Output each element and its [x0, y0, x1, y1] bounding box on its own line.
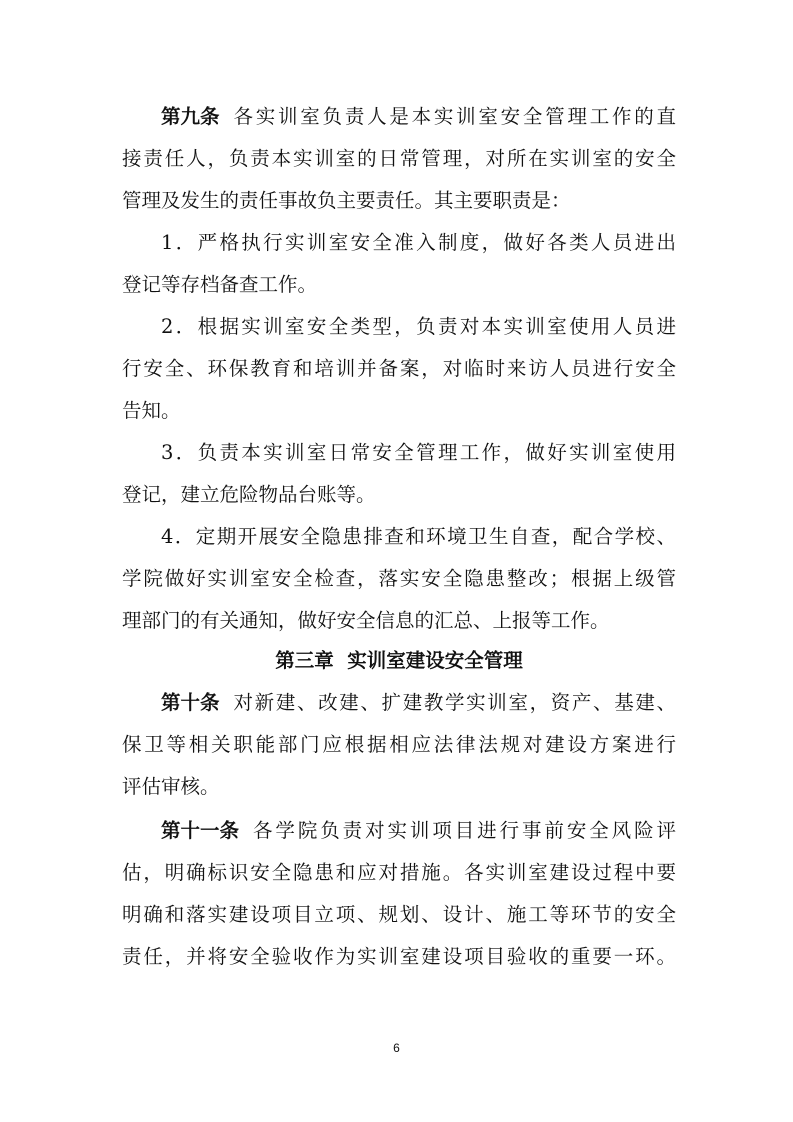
article-11-text-line-1: 各学院负责对实训项目进行事前安全风险评: [253, 819, 676, 842]
article-10-first-line: [161, 689, 676, 717]
chapter-3-heading: 第三章 实训室建设安全管理: [275, 649, 523, 672]
duty-1-line-1: 1．严格执行实训室安全准入制度，做好各类人员进出: [161, 231, 676, 254]
duty-3-line-2: 登记，建立危险物品台账等。: [122, 483, 376, 506]
duty-4-line-1: 4．定期开展安全隐患排查和环境卫生自查，配合学校、: [161, 525, 676, 548]
duty-4-line-2: 学院做好实训室安全检查，落实安全隐患整改；根据上级管: [122, 567, 676, 590]
page-number: 6: [393, 1041, 400, 1055]
article-11-first-line: [161, 817, 676, 845]
article-10-text-line-1: 对新建、改建、扩建教学实训室，资产、基建、: [233, 691, 676, 714]
article-9-text-line-3: 管理及发生的责任事故负主要责任。其主要职责是：: [122, 189, 571, 212]
article-11-label: 第十一条: [161, 819, 240, 842]
article-9-text-line-2: 接责任人，负责本实训室的日常管理，对所在实训室的安全: [122, 147, 676, 170]
article-10-text-line-3: 评估审核。: [122, 775, 220, 798]
duty-3-line-1: 3．负责本实训室日常安全管理工作，做好实训室使用: [161, 441, 676, 464]
duty-2-line-1: 2．根据实训室安全类型，负责对本实训室使用人员进: [161, 315, 676, 338]
article-9-text-line-1: 各实训室负责人是本实训室安全管理工作的直: [233, 105, 676, 128]
duty-4-line-3: 理部门的有关通知，做好安全信息的汇总、上报等工作。: [122, 609, 610, 632]
article-9-label: 第九条: [161, 105, 220, 128]
article-11-text-line-2: 估，明确标识安全隐患和应对措施。各实训室建设过程中要: [122, 861, 676, 884]
duty-2-line-2: 行安全、环保教育和培训并备案，对临时来访人员进行安全: [122, 357, 676, 380]
article-9-first-line: [161, 103, 676, 131]
duty-2-line-3: 告知。: [122, 399, 181, 422]
article-11-text-line-4: 责任，并将安全验收作为实训室建设项目验收的重要一环。: [122, 945, 676, 968]
article-10-text-line-2: 保卫等相关职能部门应根据相应法律法规对建设方案进行: [122, 733, 676, 756]
article-10-label: 第十条: [161, 691, 220, 714]
article-11-text-line-3: 明确和落实建设项目立项、规划、设计、施工等环节的安全: [122, 903, 676, 926]
duty-1-line-2: 登记等存档备查工作。: [122, 273, 318, 296]
